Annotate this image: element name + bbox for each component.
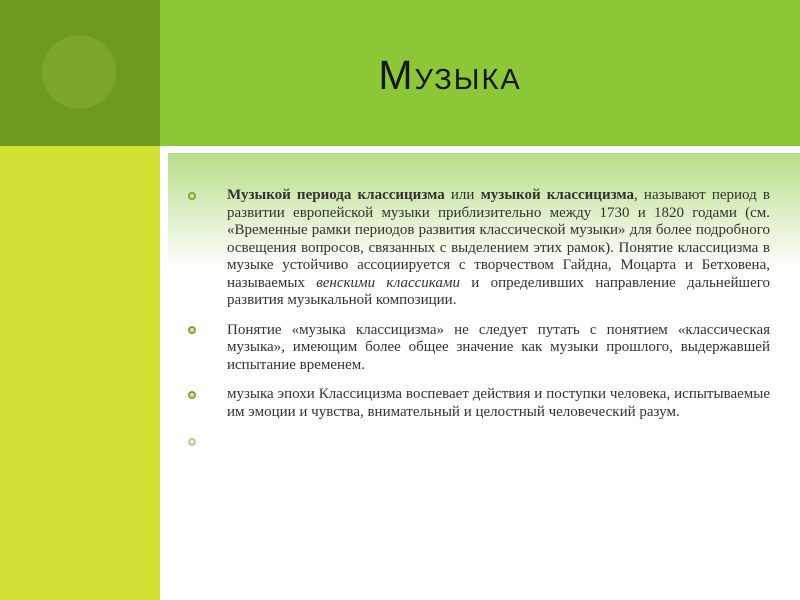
bullet-list [188,187,770,463]
corner-circle-decoration [42,35,116,109]
page-title: Музыка [378,52,522,98]
bullet-icon [188,192,196,200]
bullet-text: музыка эпохи Классицизма воспевает действия и поступки человека, испытываемые им эмоции и чувства, внимательный и целостный человеческий разум. [227,386,770,420]
bullet-text: Понятие «музыка классицизма» не следует путать с понятием «классическая музыка», имеющим более общее значение как музыки прошлого, выдержавшей испытание временем. [227,321,770,373]
list-item [188,187,770,310]
list-item [188,433,770,451]
bullet-icon [188,326,196,334]
list-item [188,322,770,375]
bullet-icon [188,438,196,446]
list-item [188,386,770,421]
bullet-icon [188,391,196,399]
left-accent-column [0,146,160,600]
corner-square [0,0,160,146]
bullet-text: Музыкой периода классицизма или музыкой классицизма, называют период в развитии европейской музыки приблизительно между 1730 и 1820 годами (см. «Временные рамки периодов развития классической музыки» для более подробного освещения вопросов, связанных с выделением этих рамок). Понятие классицизма в музыке устойчиво ассоциируется с творчеством Гайдна, Моцарта и Бетховена, называемых венскими классиками и определивших направление дальнейшего развития музыкальной композиции. [227,187,771,308]
